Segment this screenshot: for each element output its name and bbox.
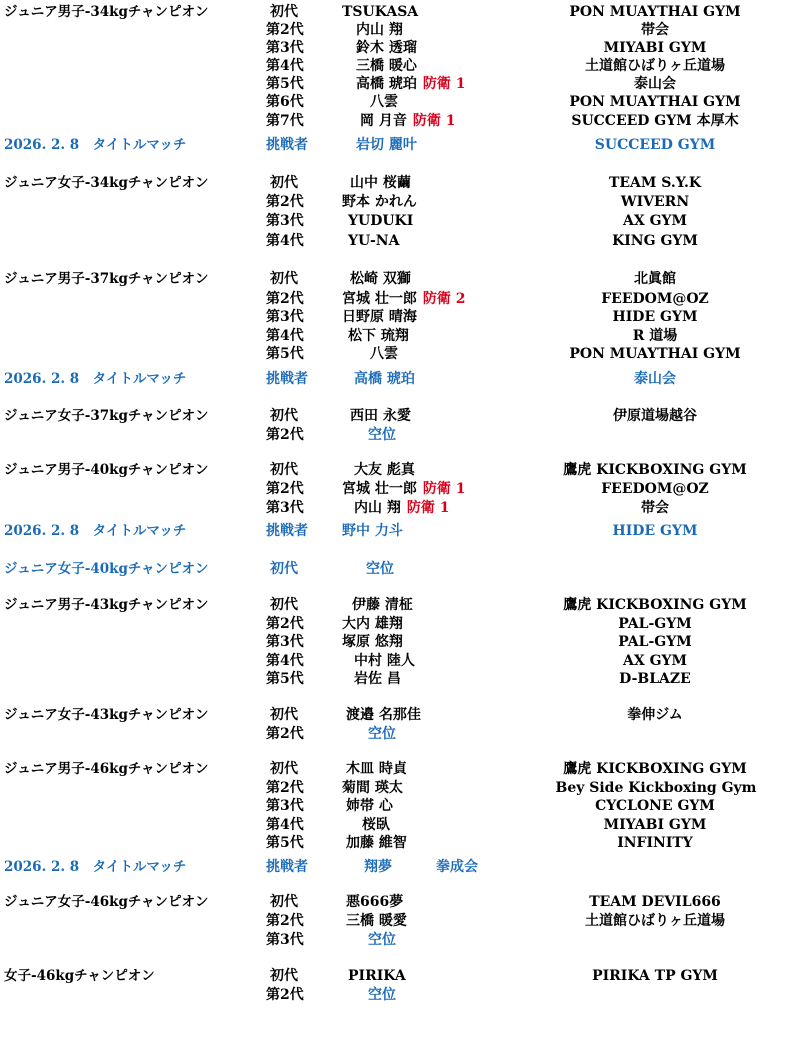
fighter-name: 翔夢 [364, 859, 392, 875]
vacant-label: 空位 [366, 561, 394, 577]
gym-name: 拳伸ジム [627, 707, 683, 723]
weight-class-title: 女子-46kgチャンピオン [4, 968, 155, 984]
fighter-name: 八雲 [370, 94, 398, 110]
table-row [0, 193, 798, 211]
generation-label: 初代 [270, 894, 298, 910]
table-row [0, 232, 798, 250]
fighter-name: 野中 力斗 [342, 523, 403, 539]
gym-name: AX GYM [622, 213, 688, 229]
fighter-name: 桜臥 [362, 817, 390, 833]
table-row [0, 633, 798, 651]
fighter-name: 内山 翔 防衛 1 [354, 500, 450, 516]
table-row [0, 706, 798, 724]
defense-count: 防衛 1 [422, 76, 466, 92]
generation-label: 第2代 [266, 291, 304, 307]
generation-label: 第3代 [266, 40, 304, 56]
table-row [0, 212, 798, 230]
table-row [0, 308, 798, 326]
fighter-name: 宮城 壮一郎 防衛 2 [342, 291, 466, 307]
fighter-name: 内山 翔 [356, 22, 403, 38]
fighter-name: PIRIKA [348, 968, 406, 984]
weight-class-title: ジュニア女子-46kgチャンピオン [4, 894, 209, 910]
generation-label: 第2代 [266, 780, 304, 796]
gym-name: MIYABI GYM [603, 40, 707, 56]
gym-name: 鷹虎 KICKBOXING GYM [563, 462, 747, 478]
fighter-name: YUDUKI [348, 213, 414, 229]
gym-name: PAL-GYM [618, 616, 692, 632]
vacant-label: 空位 [368, 726, 396, 742]
table-row [0, 327, 798, 345]
generation-label: 第3代 [266, 309, 304, 325]
fighter-name: 山中 桜繭 [350, 175, 411, 191]
gym-name: PON MUAYTHAI GYM [569, 346, 741, 362]
table-row [0, 3, 798, 21]
table-row [0, 522, 798, 540]
table-row [0, 480, 798, 498]
table-row [0, 652, 798, 670]
gym-name: 泰山会 [634, 76, 676, 92]
fighter-name: 大友 彪真 [354, 462, 415, 478]
generation-label: 第5代 [266, 835, 304, 851]
table-row [0, 725, 798, 743]
vacant-label: 空位 [368, 987, 396, 1003]
gym-name: 伊原道場越谷 [613, 408, 697, 424]
gym-name: TEAM DEVIL666 [589, 894, 721, 910]
fighter-name: 三橋 暖愛 [346, 913, 407, 929]
table-row [0, 407, 798, 425]
weight-class-title: ジュニア女子-37kgチャンピオン [4, 408, 209, 424]
gym-name: 土道館ひばりヶ丘道場 [585, 913, 725, 929]
gym-name: 鷹虎 KICKBOXING GYM [563, 597, 747, 613]
fighter-name: TSUKASA [342, 4, 419, 20]
table-row [0, 816, 798, 834]
table-row [0, 760, 798, 778]
table-row [0, 560, 798, 578]
weight-class-title: ジュニア男子-37kgチャンピオン [4, 271, 209, 287]
fighter-name: 野本 かれん [342, 194, 417, 210]
generation-label: 第2代 [266, 194, 304, 210]
table-row [0, 596, 798, 614]
weight-class-title: ジュニア男子-34kgチャンピオン [4, 4, 209, 20]
generation-label: 挑戦者 [266, 859, 308, 875]
gym-name: HIDE GYM [612, 523, 698, 539]
table-row [0, 93, 798, 111]
gym-name: PIRIKA TP GYM [592, 968, 718, 984]
gym-name: SUCCEED GYM [594, 137, 716, 153]
fighter-name: 悪666夢 [346, 894, 404, 910]
gym-name: TEAM S.Y.K [608, 175, 702, 191]
generation-label: 挑戦者 [266, 371, 308, 387]
generation-label: 初代 [270, 175, 298, 191]
generation-label: 初代 [270, 271, 298, 287]
weight-class-title: ジュニア男子-43kgチャンピオン [4, 597, 209, 613]
generation-label: 第4代 [266, 58, 304, 74]
challenger-gym: 拳成会 [436, 859, 478, 875]
generation-label: 第5代 [266, 346, 304, 362]
fighter-name: 姉帯 心 [346, 798, 393, 814]
generation-label: 初代 [270, 561, 298, 577]
gym-name: CYCLONE GYM [595, 798, 715, 814]
gym-name: FEEDOM@OZ [601, 291, 709, 307]
generation-label: 初代 [270, 597, 298, 613]
gym-name: KING GYM [612, 233, 698, 249]
generation-label: 第5代 [266, 76, 304, 92]
generation-label: 第5代 [266, 671, 304, 687]
table-row [0, 136, 798, 154]
fighter-name: 高橋 琥珀 防衛 1 [356, 76, 466, 92]
gym-name: AX GYM [622, 653, 688, 669]
fighter-name: 高橋 琥珀 [354, 371, 415, 387]
generation-label: 第2代 [266, 22, 304, 38]
generation-label: 第4代 [266, 233, 304, 249]
generation-label: 第3代 [266, 798, 304, 814]
table-row [0, 834, 798, 852]
gym-name: 帯会 [641, 500, 669, 516]
gym-name: 鷹虎 KICKBOXING GYM [563, 761, 747, 777]
table-row [0, 499, 798, 517]
generation-label: 初代 [270, 968, 298, 984]
generation-label: 第2代 [266, 726, 304, 742]
gym-name: PON MUAYTHAI GYM [569, 4, 741, 20]
table-row [0, 57, 798, 75]
generation-label: 初代 [270, 408, 298, 424]
fighter-name: 塚原 悠翔 [342, 634, 403, 650]
gym-name: 北眞館 [634, 271, 676, 287]
gym-name: 泰山会 [634, 371, 676, 387]
table-row [0, 290, 798, 308]
gym-name: PON MUAYTHAI GYM [569, 94, 741, 110]
title-match-date: 2026. 2. 8 タイトルマッチ [4, 137, 187, 153]
generation-label: 第7代 [266, 113, 304, 129]
generation-label: 第2代 [266, 481, 304, 497]
weight-class-title: ジュニア男子-40kgチャンピオン [4, 462, 209, 478]
table-row [0, 893, 798, 911]
generation-label: 挑戦者 [266, 523, 308, 539]
generation-label: 初代 [270, 707, 298, 723]
title-match-date: 2026. 2. 8 タイトルマッチ [4, 371, 187, 387]
generation-label: 第3代 [266, 500, 304, 516]
gym-name: FEEDOM@OZ [601, 481, 709, 497]
fighter-name: 中村 陸人 [354, 653, 415, 669]
generation-label: 第3代 [266, 932, 304, 948]
fighter-name: 三橋 暖心 [356, 58, 417, 74]
table-row [0, 931, 798, 949]
fighter-name: 岩佐 昌 [354, 671, 401, 687]
fighter-name: 松崎 双獅 [350, 271, 411, 287]
defense-count: 防衛 1 [406, 500, 450, 516]
table-row [0, 797, 798, 815]
title-match-date: 2026. 2. 8 タイトルマッチ [4, 523, 187, 539]
vacant-label: 空位 [368, 932, 396, 948]
defense-count: 防衛 2 [422, 291, 466, 307]
fighter-name: 八雲 [370, 346, 398, 362]
table-row [0, 345, 798, 363]
generation-label: 第2代 [266, 987, 304, 1003]
gym-name: HIDE GYM [612, 309, 698, 325]
generation-label: 第2代 [266, 427, 304, 443]
gym-name: 土道館ひばりヶ丘道場 [585, 58, 725, 74]
table-row [0, 270, 798, 288]
defense-count: 防衛 1 [412, 113, 456, 129]
generation-label: 挑戦者 [266, 137, 308, 153]
defense-count: 防衛 1 [422, 481, 466, 497]
gym-name: D-BLAZE [619, 671, 691, 687]
weight-class-title: ジュニア男子-46kgチャンピオン [4, 761, 209, 777]
fighter-name: 日野原 晴海 [342, 309, 417, 325]
fighter-name: 大内 雄翔 [342, 616, 403, 632]
generation-label: 第4代 [266, 653, 304, 669]
fighter-name: 岡 月音 防衛 1 [360, 113, 456, 129]
generation-label: 第4代 [266, 817, 304, 833]
generation-label: 第4代 [266, 328, 304, 344]
generation-label: 第3代 [266, 213, 304, 229]
table-row [0, 426, 798, 444]
fighter-name: 加藤 維智 [346, 835, 407, 851]
table-row [0, 370, 798, 388]
vacant-label: 空位 [368, 427, 396, 443]
table-row [0, 670, 798, 688]
title-match-date: 2026. 2. 8 タイトルマッチ [4, 859, 187, 875]
generation-label: 初代 [270, 462, 298, 478]
table-row [0, 39, 798, 57]
fighter-name: 渡邉 名那佳 [346, 707, 421, 723]
weight-class-title: ジュニア女子-34kgチャンピオン [4, 175, 209, 191]
gym-name: INFINITY [617, 835, 693, 851]
table-row [0, 967, 798, 985]
fighter-name: 西田 永愛 [350, 408, 411, 424]
generation-label: 第6代 [266, 94, 304, 110]
weight-class-title: ジュニア女子-43kgチャンピオン [4, 707, 209, 723]
gym-name: WIVERN [620, 194, 690, 210]
fighter-name: 宮城 壮一郎 防衛 1 [342, 481, 466, 497]
table-row [0, 75, 798, 93]
generation-label: 第3代 [266, 634, 304, 650]
table-row [0, 615, 798, 633]
fighter-name: YU-NA [348, 233, 400, 249]
gym-name: Bey Side Kickboxing Gym [555, 780, 757, 796]
table-row [0, 912, 798, 930]
fighter-name: 鈴木 透瑠 [356, 40, 417, 56]
fighter-name: 木皿 時貞 [346, 761, 407, 777]
table-row [0, 986, 798, 1004]
table-row [0, 112, 798, 130]
generation-label: 第2代 [266, 616, 304, 632]
fighter-name: 松下 琉翔 [348, 328, 409, 344]
table-row [0, 858, 798, 876]
fighter-name: 伊藤 清柾 [352, 597, 413, 613]
table-row [0, 174, 798, 192]
gym-name: MIYABI GYM [603, 817, 707, 833]
gym-name: 帯会 [641, 22, 669, 38]
title-match-date: ジュニア女子-40kgチャンピオン [4, 561, 209, 577]
generation-label: 初代 [270, 761, 298, 777]
generation-label: 第2代 [266, 913, 304, 929]
gym-name: PAL-GYM [618, 634, 692, 650]
table-row [0, 779, 798, 797]
table-row [0, 461, 798, 479]
table-row [0, 21, 798, 39]
generation-label: 初代 [270, 4, 298, 20]
gym-name: R 道場 [632, 328, 678, 344]
fighter-name: 岩切 麗叶 [356, 137, 417, 153]
fighter-name: 菊間 瑛太 [342, 780, 403, 796]
gym-name: SUCCEED GYM 本厚木 [571, 113, 739, 129]
